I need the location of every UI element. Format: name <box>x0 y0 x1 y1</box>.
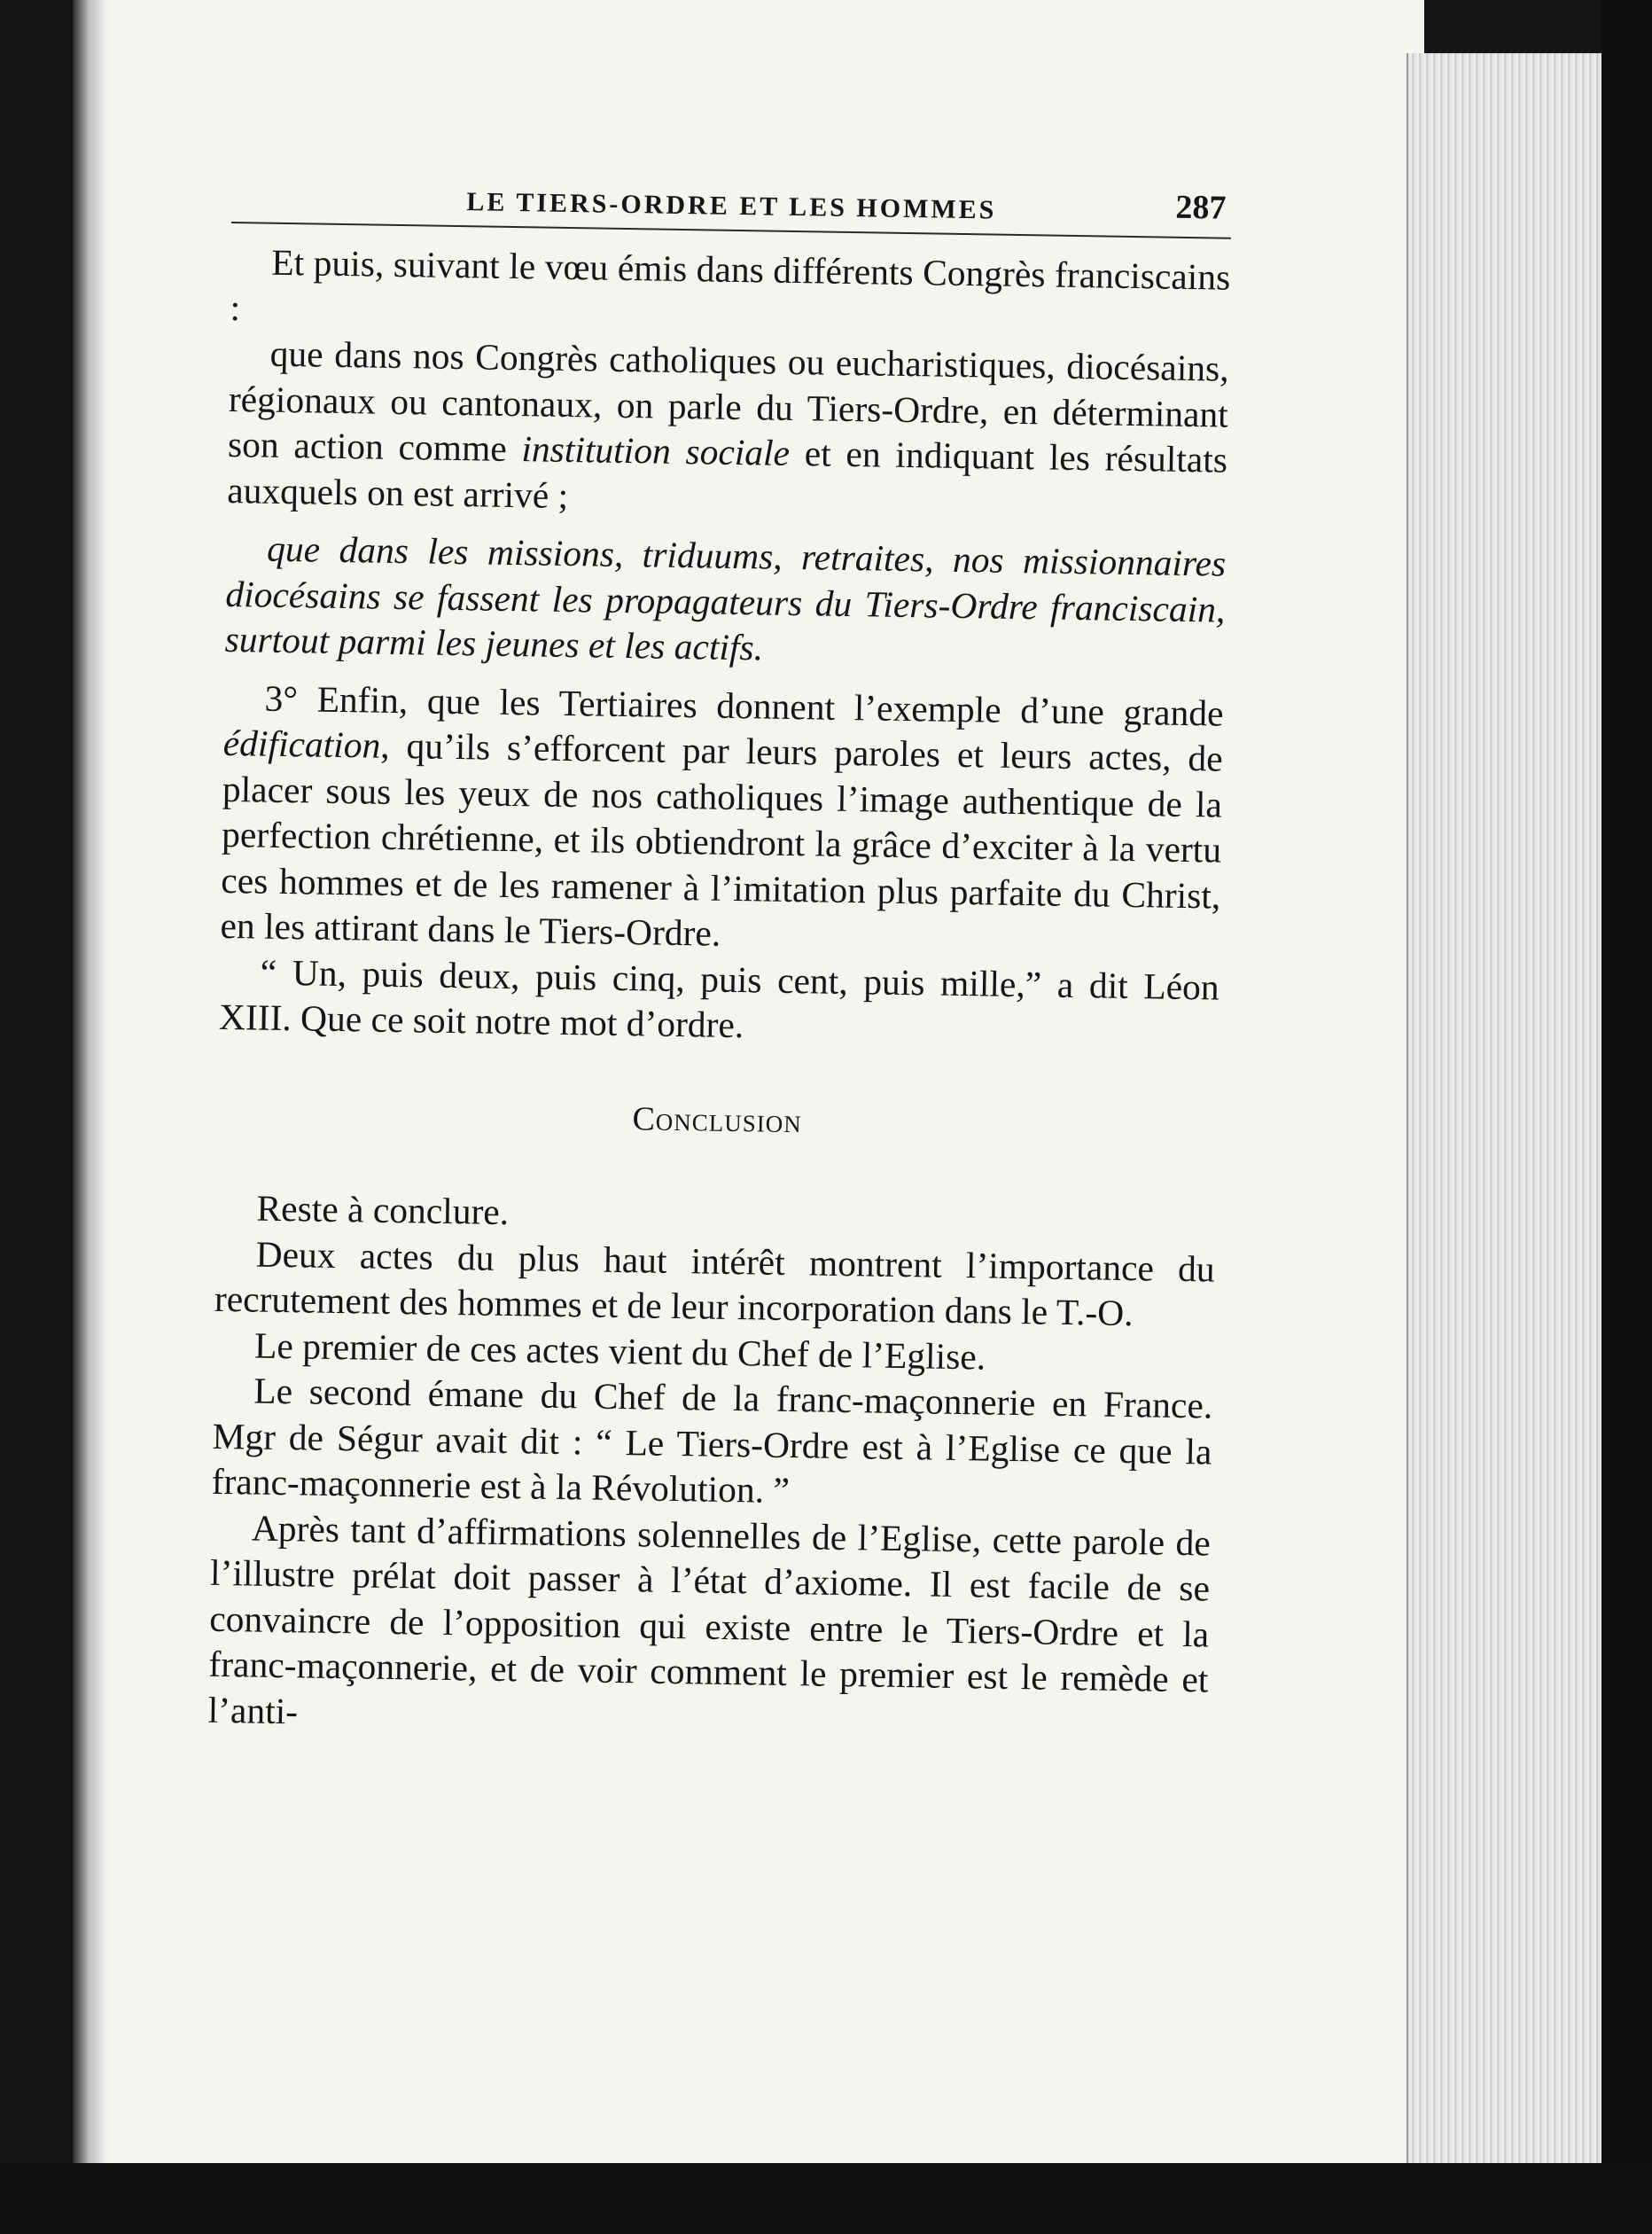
paragraph-6: Reste à conclure. <box>256 1187 510 1233</box>
scan-background-right <box>1601 0 1652 2234</box>
section-heading: Conclusion <box>632 1099 803 1140</box>
paragraph-1: Et puis, suivant le vœu émis dans différents Congrès franciscains : <box>230 241 1231 328</box>
page-number: 287 <box>1175 188 1227 227</box>
page-fore-edge <box>1407 53 1603 2181</box>
paragraph-9: Le second émane du Chef de la franc-maçonnerie en France. Mgr de Ségur avait dit : “ Le Tiers-Ordre est à l’Eglise ce que la franc-maçonnerie est à la Révolution. ” <box>211 1370 1213 1511</box>
paragraph-2-pre: que dans nos Congrès catholiques ou eucharistiques, diocésains, régionaux ou cantonaux, on parle du Tiers-Ordre, en déterminant son action comme <box>227 332 1229 470</box>
paragraph-4-emphasis: édification <box>222 722 381 766</box>
paragraph-5: “ Un, puis deux, puis cinq, puis cent, puis mille,” a dit Léon XIII. Que ce soit notre mot d’ordre. <box>218 951 1220 1046</box>
paragraph-3: que dans les missions, triduums, retraites, nos missionnaires diocésains se fassent les propagateurs du Tiers-Ordre franciscain, surtout parmi les jeunes et les actifs. <box>224 527 1227 668</box>
paragraph-4-number: 3° <box>264 677 299 719</box>
paragraph-2-post: et en indiquant les résultats auxquels on est arrivé ; <box>226 432 1228 516</box>
paragraph-4-pre: Enfin, que les Tertiaires donnent l’exemple d’une grande <box>297 677 1224 734</box>
paragraph-2 <box>227 331 1229 529</box>
paragraph-4-post: , qu’ils s’efforcent par leurs paroles et leurs actes, de placer sous les yeux de nos catholiques l’image authentique de la perfection chrétienne, et ils obtiendront la grâce d’exciter à la vertu ces hommes et de les ramener à l’imitation plus parfaite du Christ, en les attirant dans le Tiers-Ordre. <box>220 724 1224 954</box>
paragraph-8: Le premier de ces actes vient du Chef de l’Eglise. <box>253 1324 986 1378</box>
scan-background-bottom <box>0 2163 1652 2234</box>
binding-shadow <box>73 0 108 2234</box>
paragraph-4 <box>220 675 1224 965</box>
text-block <box>207 168 1232 1749</box>
paragraph-2-emphasis: institution sociale <box>521 428 791 473</box>
paragraph-7: Deux actes du plus haut intérêt montrent l’importance du recrutement des hommes et de leur incorporation dans le T.-O. <box>214 1233 1216 1334</box>
running-head-title: LE TIERS-ORDRE ET LES HOMMES <box>466 187 997 225</box>
paragraph-10: Après tant d’affirmations solennelles de l’Eglise, cette parole de l’illustre prélat doit passer à l’état d’axiome. Il est facile de se convaincre de l’opposition qui existe entre le Tiers-Ordre et la franc-maçonnerie, et de voir comment le premier est le remède et l’anti- <box>207 1507 1212 1731</box>
